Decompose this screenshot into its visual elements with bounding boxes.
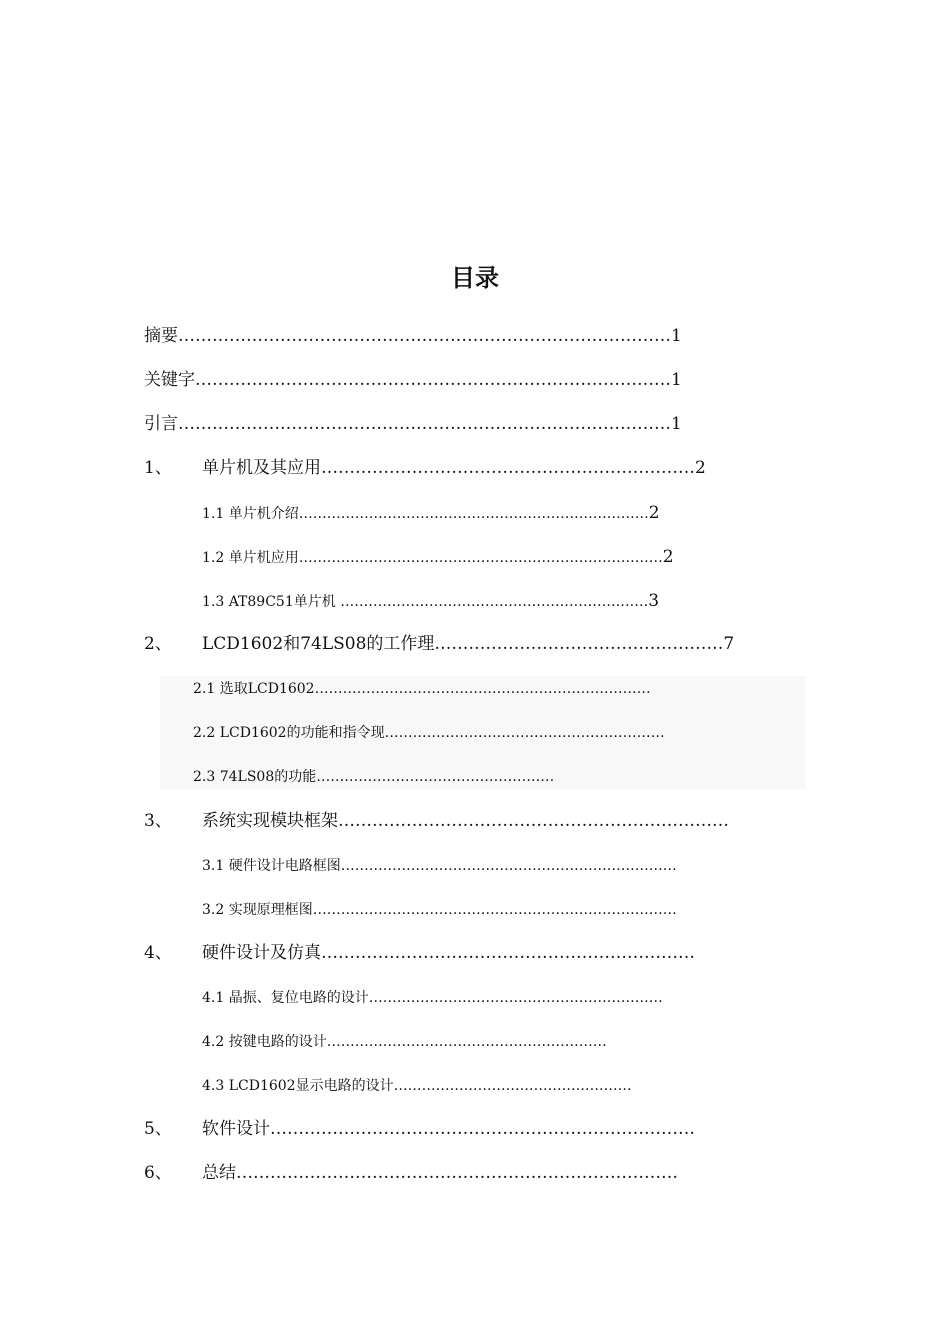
toc-entry-text: 2.2 LCD1602的功能和指令现: [193, 725, 385, 741]
toc-entry-2-1[interactable]: [193, 677, 651, 701]
toc-leader-dots: ……………………………………………: [434, 634, 724, 654]
toc-entry-3-1[interactable]: [202, 854, 677, 878]
toc-page-number: 1: [671, 414, 682, 434]
toc-entry-3-2[interactable]: [202, 898, 677, 922]
toc-entry-4-2[interactable]: [202, 1030, 607, 1054]
toc-title: 目录: [451, 264, 499, 292]
toc-entry-text: 摘要: [144, 326, 178, 346]
toc-chapter-number: 6、: [144, 1163, 172, 1183]
toc-chapter-number: 2、: [144, 634, 172, 654]
toc-entry-text: 3.2 实现原理框图: [202, 902, 313, 918]
toc-page-number: 2: [662, 547, 674, 567]
toc-entry-text: 引言: [144, 414, 178, 434]
toc-leader-dots: ……………………………………………………: [368, 594, 649, 610]
toc-chapter-number: 4、: [144, 943, 172, 963]
toc-entry-text: 系统实现模块框架: [202, 811, 338, 831]
toc-entry-chapter-4[interactable]: [144, 941, 695, 965]
toc-entry-1-3[interactable]: [202, 589, 659, 614]
toc-entry-4-3[interactable]: [202, 1074, 632, 1098]
toc-entry-text: 4.1 晶振、复位电路的设计: [202, 990, 369, 1006]
toc-entry-text: 3.1 硬件设计电路框图: [202, 858, 341, 874]
toc-leader-dots: …………………………………………………………: [321, 458, 695, 478]
toc-entry-text: 硬件设计及仿真: [202, 943, 321, 963]
toc-entry-chapter-3[interactable]: [144, 809, 729, 833]
toc-leader-dots: ……………………………………………………: [326, 1034, 607, 1050]
toc-page-number: 1: [671, 326, 682, 346]
toc-entry-text: 4.3 LCD1602显示电路的设计: [202, 1078, 394, 1094]
toc-entry-text: 总结: [202, 1163, 236, 1183]
toc-leader-dots: ……………………………………………………………………: [236, 1163, 678, 1183]
toc-entry-keywords[interactable]: [144, 368, 682, 392]
toc-page-number: 2: [648, 503, 660, 523]
toc-leader-dots: ……………………………………………: [393, 1078, 632, 1094]
toc-leader-dots: ………………………………………………………: [368, 990, 663, 1006]
toc-leader-dots: ……………………………………………………………………………: [178, 414, 671, 434]
toc-entry-text: LCD1602和74LS08的工作理: [202, 634, 435, 654]
toc-entry-text: 关键字: [144, 370, 195, 390]
toc-entry-1-2[interactable]: [202, 545, 674, 570]
toc-leader-dots: ……………………………………………………………………………: [178, 326, 671, 346]
toc-entry-2-2[interactable]: [193, 721, 665, 745]
toc-entry-text: 单片机及其应用: [202, 458, 321, 478]
toc-leader-dots: …………………………………………………………: [321, 943, 695, 963]
toc-chapter-number: 3、: [144, 811, 172, 831]
toc-page-number: 2: [695, 458, 706, 478]
toc-leader-dots: …………………………………………………………………: [270, 1119, 695, 1139]
toc-entry-chapter-2[interactable]: [144, 632, 734, 656]
toc-chapter-number: 1、: [144, 458, 172, 478]
toc-entry-text: 4.2 按键电路的设计: [202, 1034, 327, 1050]
toc-entry-text: 2.1 选取LCD1602: [193, 681, 315, 697]
toc-leader-dots: ……………………………………………………: [384, 725, 665, 741]
toc-entry-4-1[interactable]: [202, 986, 663, 1010]
toc-page-number: 7: [723, 634, 735, 654]
toc-entry-text: 1.3 AT89C51单片机 ……: [202, 594, 369, 610]
toc-entry-text: 2.3 74LS08的功能: [193, 769, 317, 785]
toc-page-number: 1: [671, 370, 682, 390]
toc-leader-dots: ……………………………………………………………: [338, 811, 729, 831]
toc-entry-text: 软件设计: [202, 1119, 270, 1139]
toc-entry-intro[interactable]: [144, 412, 682, 436]
toc-leader-dots: ……………………………………………………………………: [298, 550, 663, 566]
toc-entry-chapter-6[interactable]: [144, 1161, 678, 1185]
toc-chapter-number: 5、: [144, 1119, 172, 1139]
toc-page-number: 3: [648, 591, 660, 611]
toc-leader-dots: …………………………………………………………………………: [195, 370, 671, 390]
toc-entry-1-1[interactable]: [202, 501, 660, 526]
toc-entry-text: 1.2 单片机应用: [202, 550, 299, 566]
toc-leader-dots: ………………………………………………………………: [314, 681, 651, 697]
toc-entry-2-3[interactable]: [193, 765, 554, 789]
toc-leader-dots: …………………………………………………………………: [298, 506, 649, 522]
toc-leader-dots: ……………………………………………: [316, 769, 555, 785]
toc-leader-dots: ………………………………………………………………: [340, 858, 677, 874]
toc-leader-dots: ……………………………………………………………………: [312, 902, 677, 918]
toc-entry-abstract[interactable]: [144, 324, 682, 348]
toc-entry-chapter-1[interactable]: [144, 456, 706, 480]
toc-entry-text: 1.1 单片机介绍: [202, 506, 299, 522]
toc-entry-chapter-5[interactable]: [144, 1117, 695, 1141]
